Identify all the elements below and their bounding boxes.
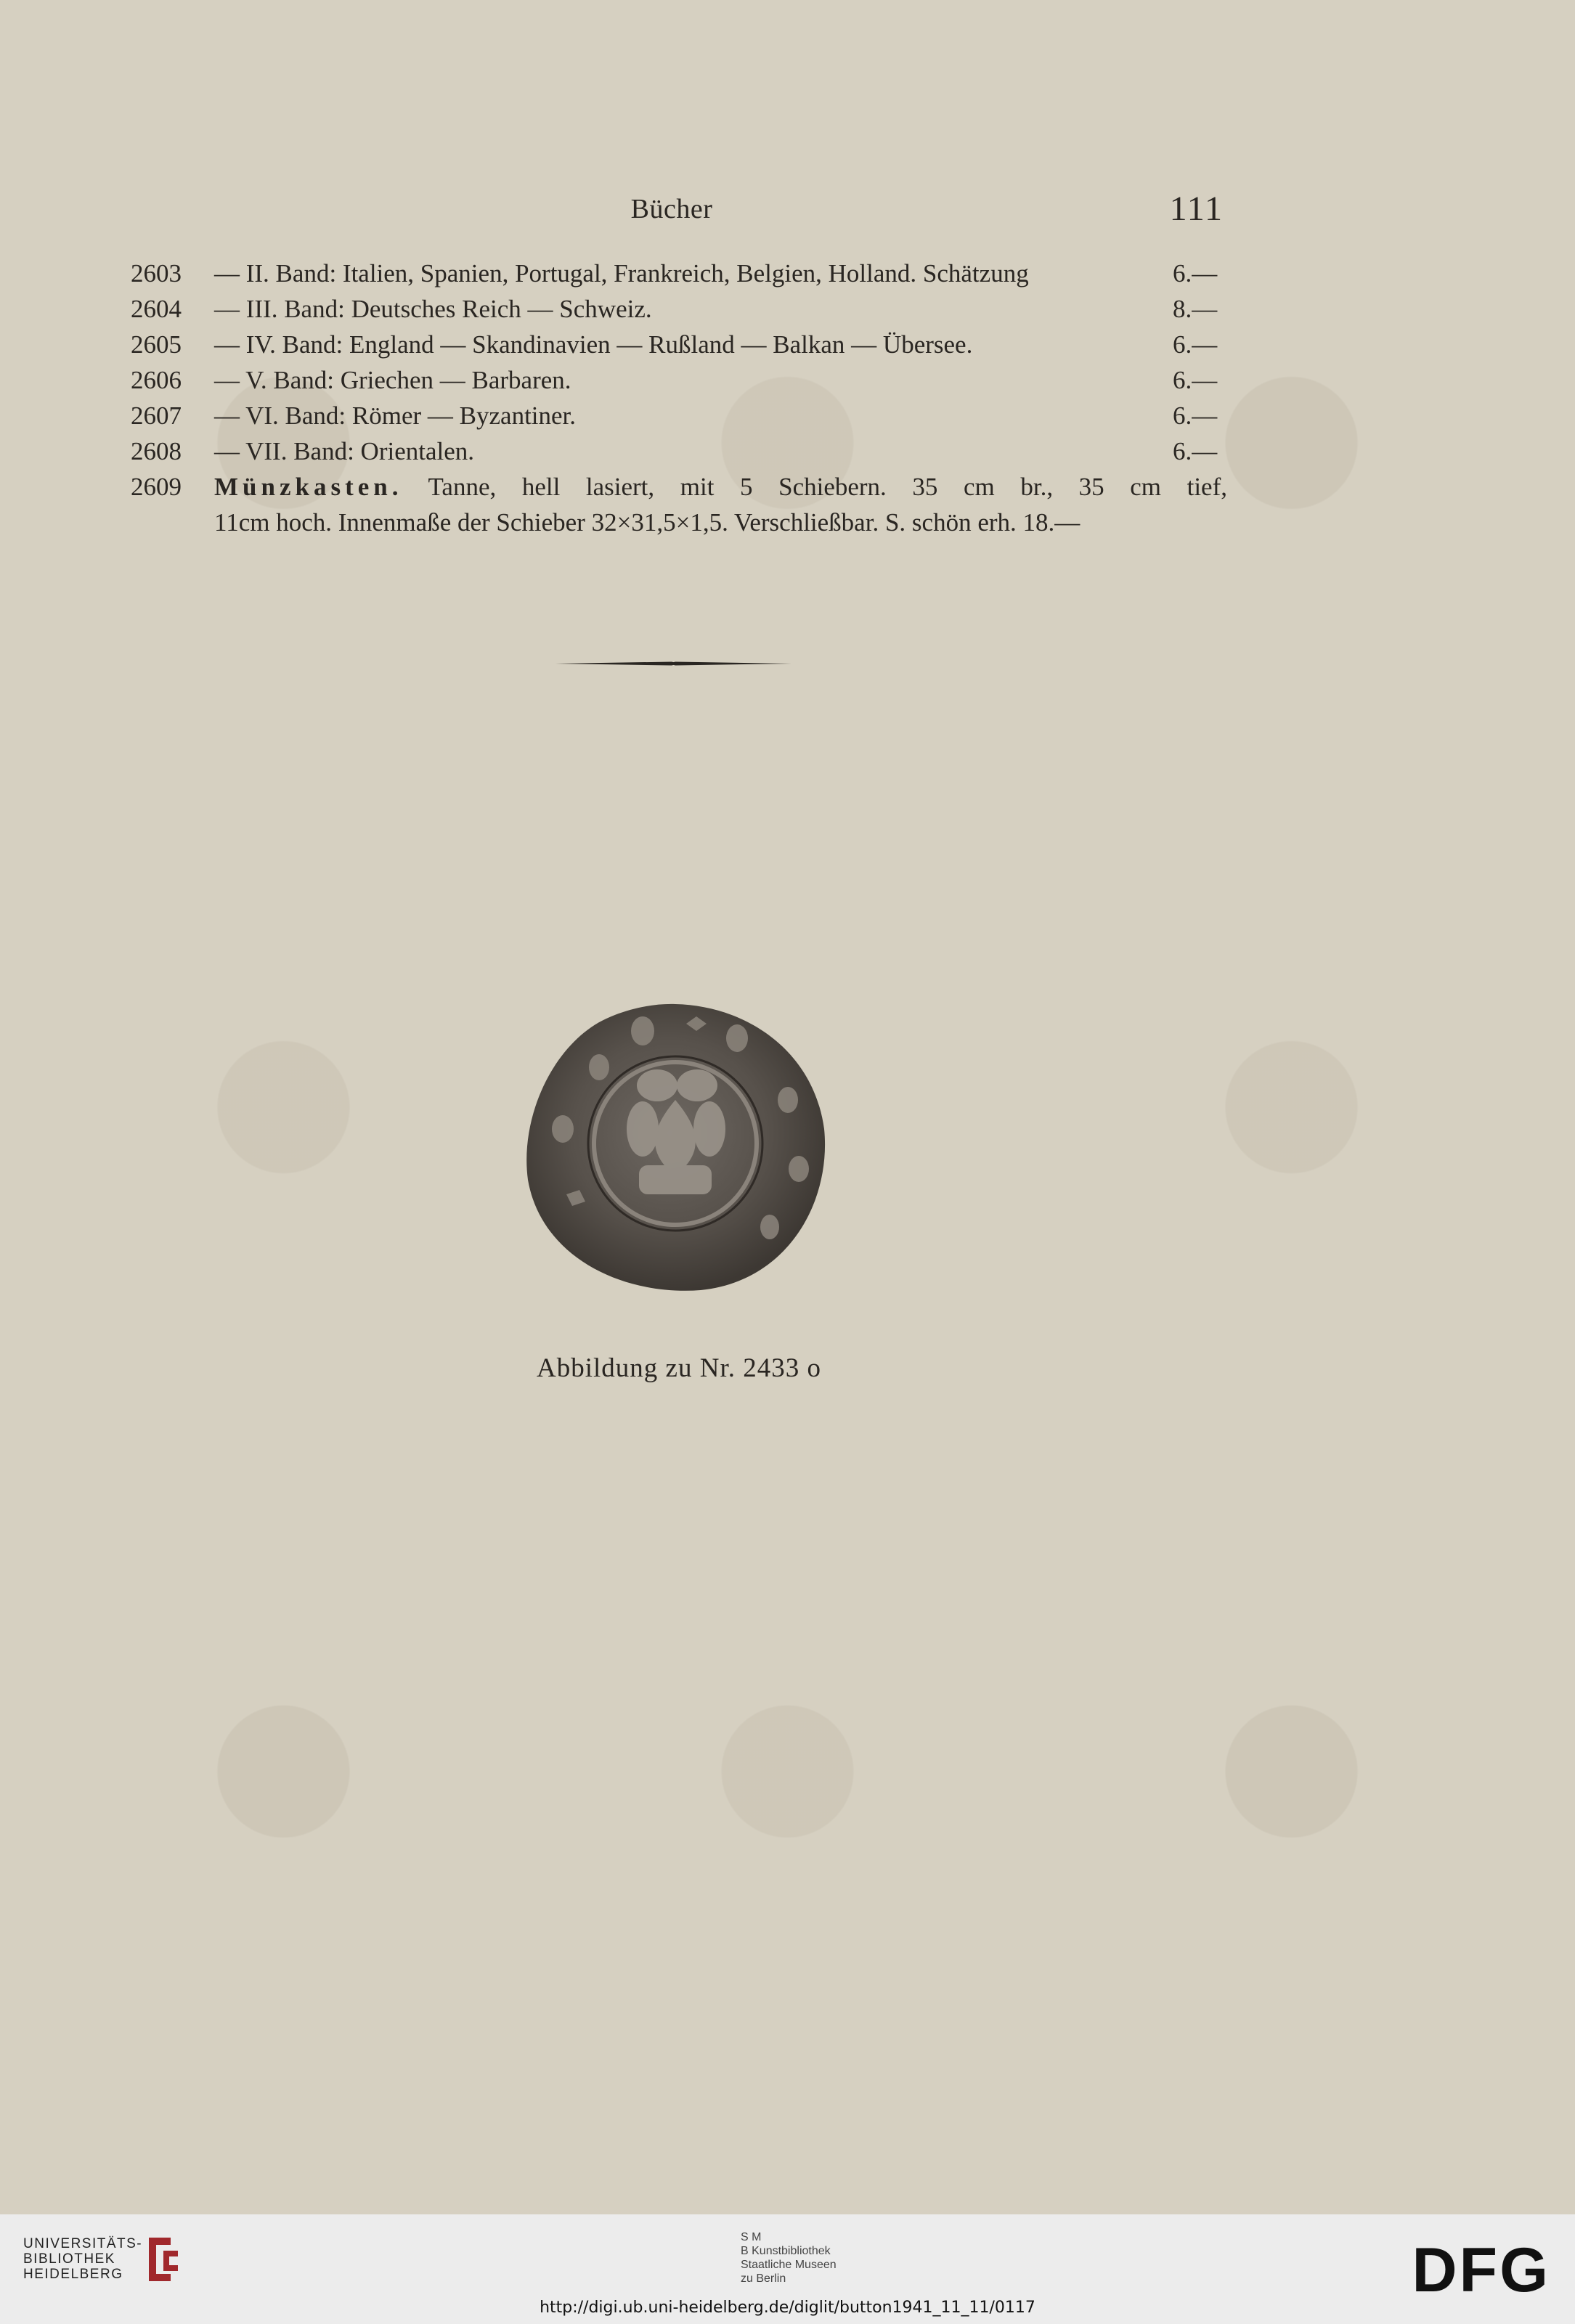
catalog-entry: [131, 327, 1227, 362]
entry-number: 2606: [131, 366, 182, 394]
entry-price: 6.—: [1173, 401, 1218, 430]
entry-text: Tanne, hell lasiert, mit 5 Schiebern. 35 cm br., 35 cm tief,: [428, 473, 1227, 501]
permalink-url[interactable]: http://digi.ub.uni-heidelberg.de/diglit/button1941_11_11/0117: [540, 2299, 1035, 2317]
running-head: [134, 189, 1224, 232]
entry-text: — II. Band: Italien, Spanien, Portugal, Frankreich, Belgien, Holland. Schätzung: [214, 259, 1029, 288]
logo-line: HEIDELBERG: [23, 2267, 123, 2282]
running-head-title: Bücher: [630, 194, 713, 224]
dfg-logo[interactable]: DFG: [1412, 2235, 1550, 2305]
entry-text: — IV. Band: England — Skandinavien — Rußland — Balkan — Übersee.: [214, 330, 973, 359]
entry-text: — VII. Band: Orientalen.: [214, 437, 475, 465]
coin-image: [519, 998, 831, 1296]
entry-number: 2604: [131, 295, 182, 323]
entry-price: 6.—: [1173, 366, 1218, 394]
sm-line: S M: [741, 2231, 762, 2243]
entry-price: 6.—: [1173, 330, 1218, 359]
catalog-entry-muenzkasten: [131, 469, 1227, 540]
catalog-entry: [131, 256, 1227, 291]
logo-line: UNIVERSITÄTS-: [23, 2236, 143, 2251]
entry-second-line: 11cm hoch. Innenmaße der Schieber 32×31,5×1,5. Verschließbar. S. schön erh. 18.—: [214, 508, 1080, 537]
entry-number: 2609: [131, 473, 182, 501]
ub-heidelberg-logo[interactable]: [23, 2236, 142, 2282]
entry-text: — III. Band: Deutsches Reich — Schweiz.: [214, 295, 652, 323]
viewer-footer: [0, 2214, 1575, 2324]
entry-first-line: [214, 469, 1227, 505]
catalog-entry: [131, 291, 1227, 327]
entry-number: 2605: [131, 330, 182, 359]
catalog-entry: [131, 398, 1227, 433]
sm-line: zu Berlin: [741, 2272, 786, 2285]
page-number: 111: [1169, 189, 1224, 228]
entry-number: 2607: [131, 401, 182, 430]
entry-text: — VI. Band: Römer — Byzantiner.: [214, 401, 577, 430]
entry-price: 8.—: [1173, 295, 1218, 323]
figure-caption: Abbildung zu Nr. 2433 o: [537, 1353, 821, 1383]
entry-price: 6.—: [1173, 259, 1218, 288]
entry-number: 2608: [131, 437, 182, 465]
ub-mark-icon: [142, 2230, 185, 2288]
ornamental-rule: [555, 661, 791, 666]
entry-number: 2603: [131, 259, 182, 288]
entry-title: Münzkasten.: [214, 473, 403, 501]
catalog-entries: [131, 256, 1227, 540]
sm-line: B Kunstbibliothek: [741, 2245, 831, 2257]
entry-text: — V. Band: Griechen — Barbaren.: [214, 366, 571, 394]
logo-line: BIBLIOTHEK: [23, 2251, 115, 2267]
sm-line: Staatliche Museen: [741, 2259, 837, 2271]
catalog-entry: [131, 433, 1227, 469]
catalog-entry: [131, 362, 1227, 398]
entry-price: 6.—: [1173, 437, 1218, 465]
sm-kunstbibliothek-logo[interactable]: [741, 2230, 837, 2286]
